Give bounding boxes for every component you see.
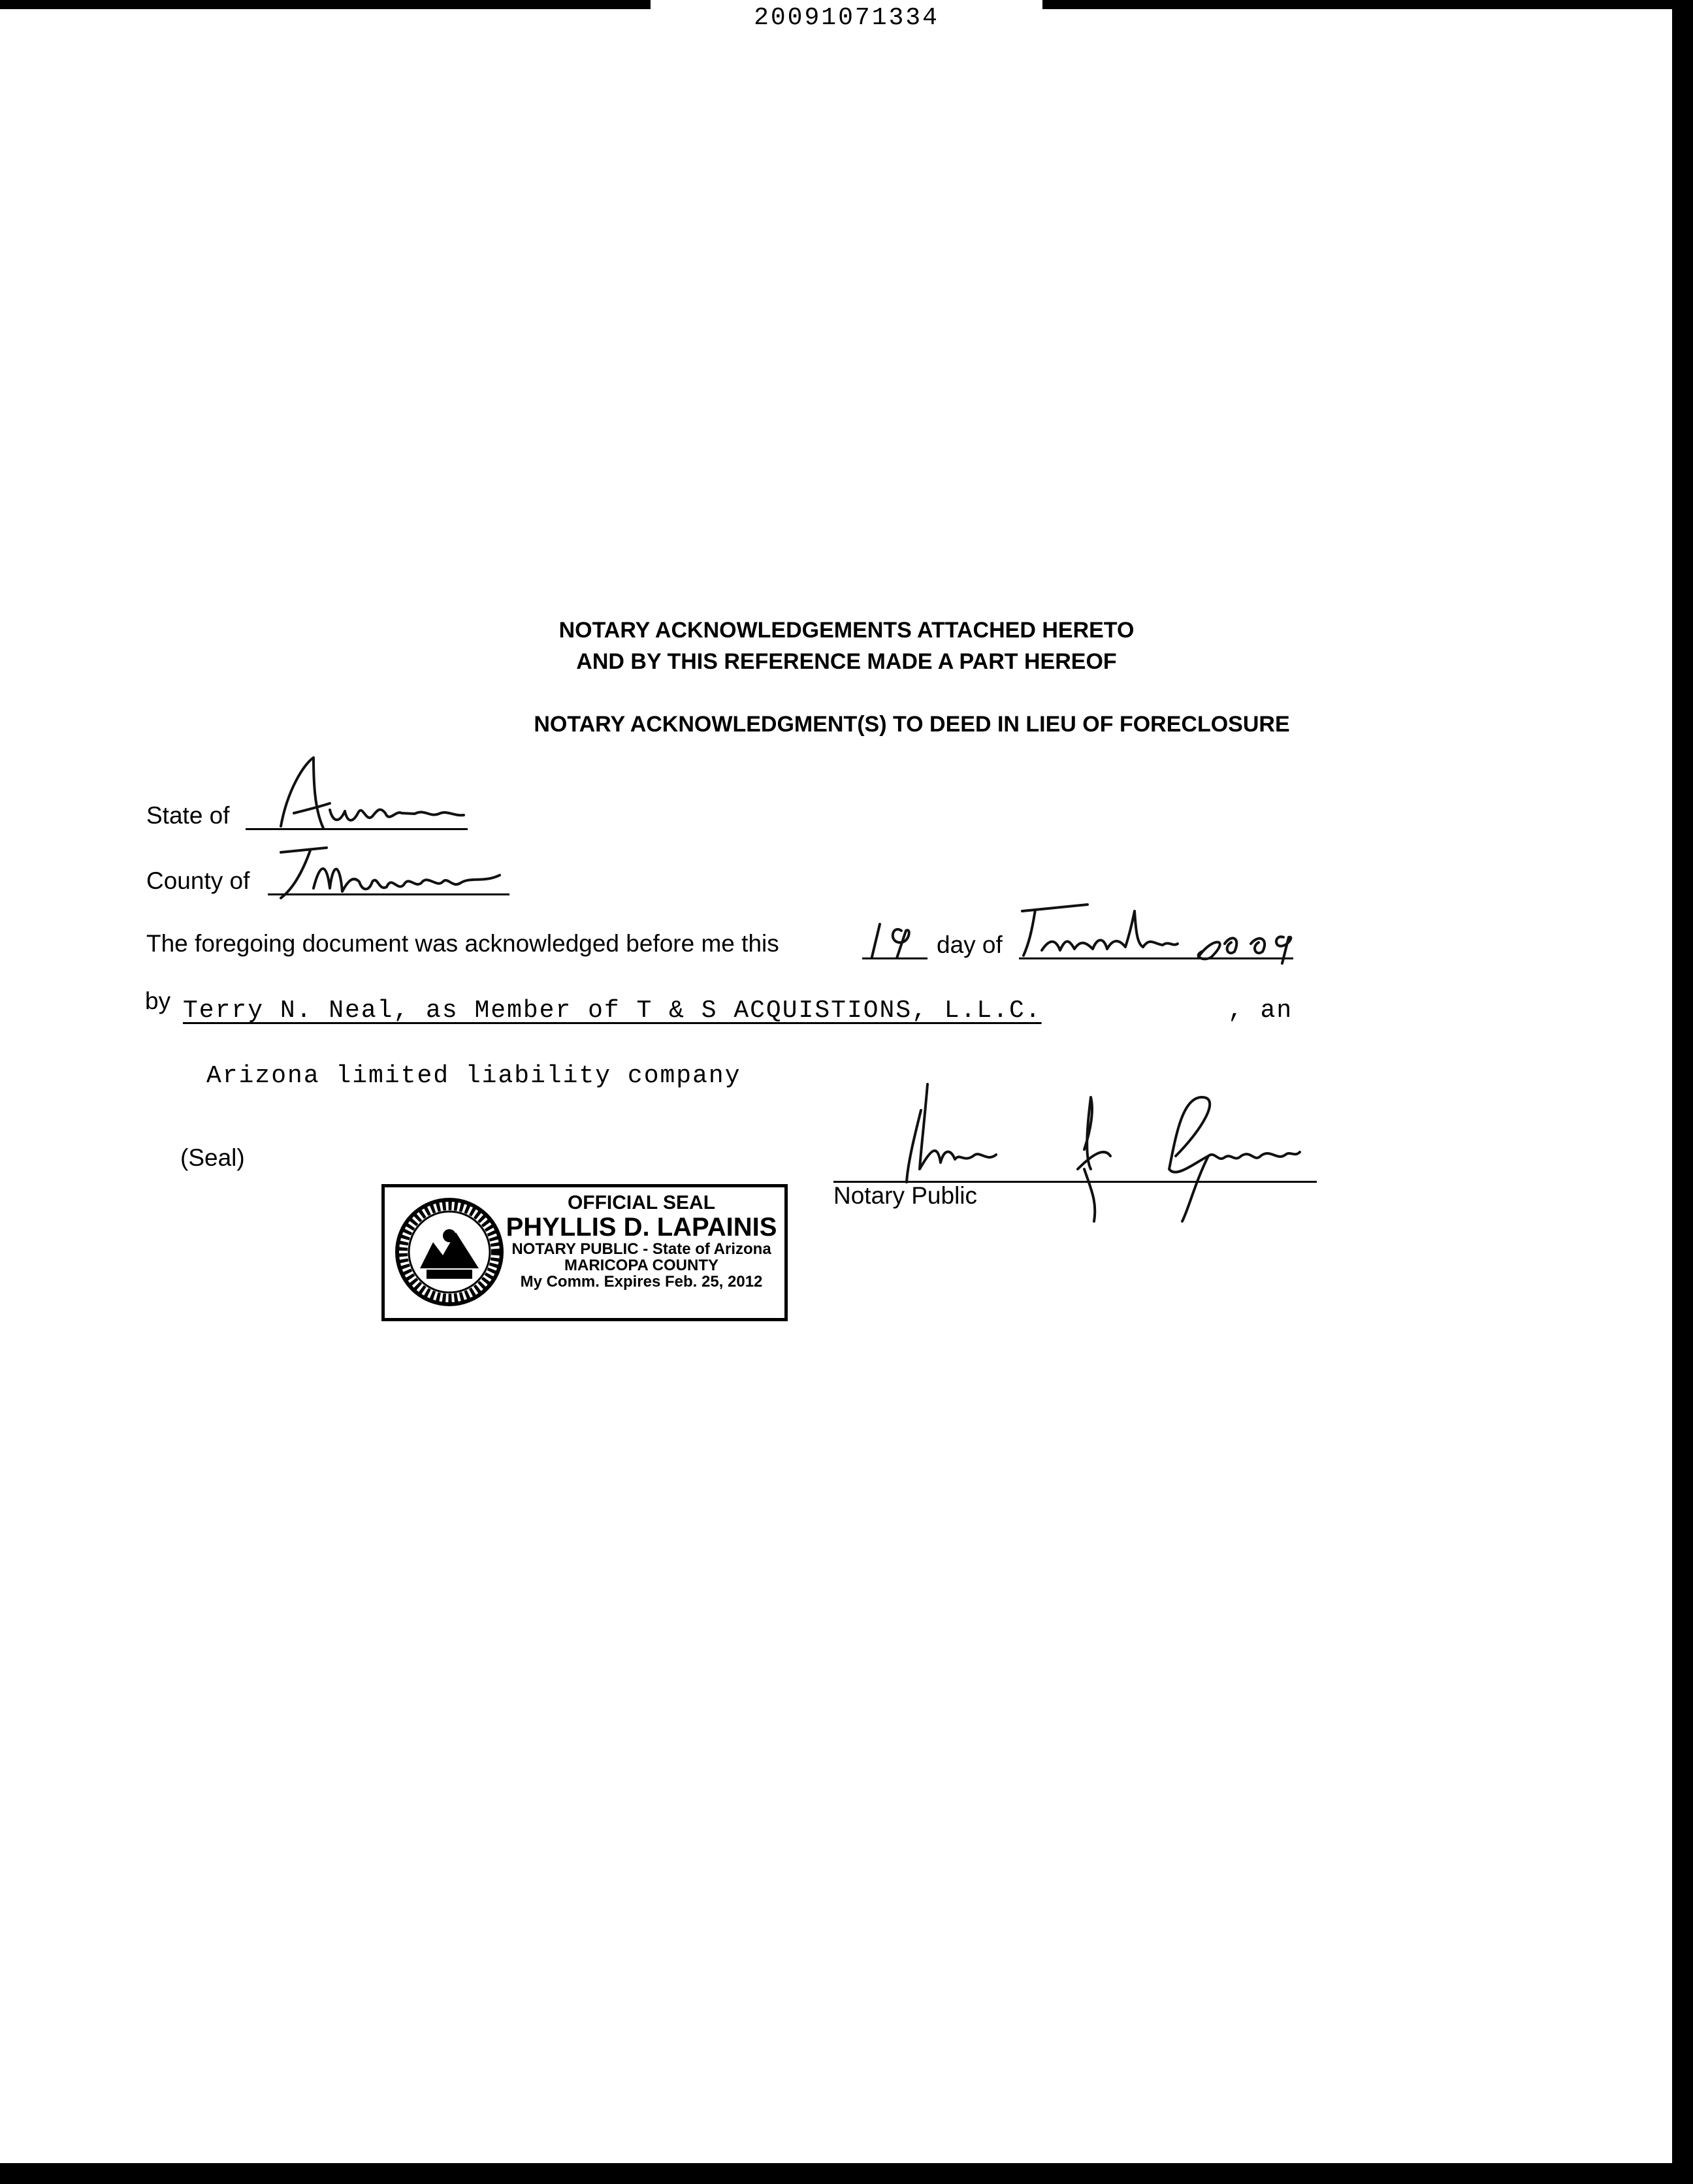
heading-line-1: NOTARY ACKNOWLEDGEMENTS ATTACHED HERETO xyxy=(558,618,1135,643)
seal-line-1: OFFICIAL SEAL xyxy=(567,1192,716,1213)
seal-line-2: PHYLLIS D. LAPAINIS xyxy=(506,1212,777,1242)
form-title: NOTARY ACKNOWLEDGMENT(S) TO DEED IN LIEU OF FORECLOSURE xyxy=(534,712,1290,737)
official-seal-stamp xyxy=(381,1184,788,1321)
document-number: 20091071334 xyxy=(651,0,1042,37)
seal-line-3: NOTARY PUBLIC - State of Arizona xyxy=(511,1240,771,1258)
by-value: Terry N. Neal, as Member of T & S ACQUISTIONS, L.L.C. xyxy=(183,997,1042,1025)
by-label: by xyxy=(145,988,171,1014)
heading-line-2: AND BY THIS REFERENCE MADE A PART HEREOF xyxy=(576,649,1117,674)
seal-label: (Seal) xyxy=(180,1144,245,1171)
seal-line-5: My Comm. Expires Feb. 25, 2012 xyxy=(520,1272,763,1291)
by-suffix: , an xyxy=(1228,997,1293,1025)
company-line: Arizona limited liability company xyxy=(206,1062,741,1090)
state-label: State of xyxy=(146,802,230,829)
county-handwriting xyxy=(274,836,523,908)
day-handwriting xyxy=(865,918,931,963)
county-label: County of xyxy=(146,867,250,894)
seal-text-block xyxy=(501,1193,782,1290)
seal-line-4: MARICOPA COUNTY xyxy=(564,1256,718,1274)
arizona-seal-emblem-icon xyxy=(394,1196,505,1308)
day-of-label: day of xyxy=(937,931,1003,958)
notary-label: Notary Public xyxy=(833,1182,978,1209)
state-handwriting xyxy=(268,751,477,843)
month-year-handwriting xyxy=(1016,891,1316,970)
ack-text: The foregoing document was acknowledged before me this xyxy=(146,930,779,957)
